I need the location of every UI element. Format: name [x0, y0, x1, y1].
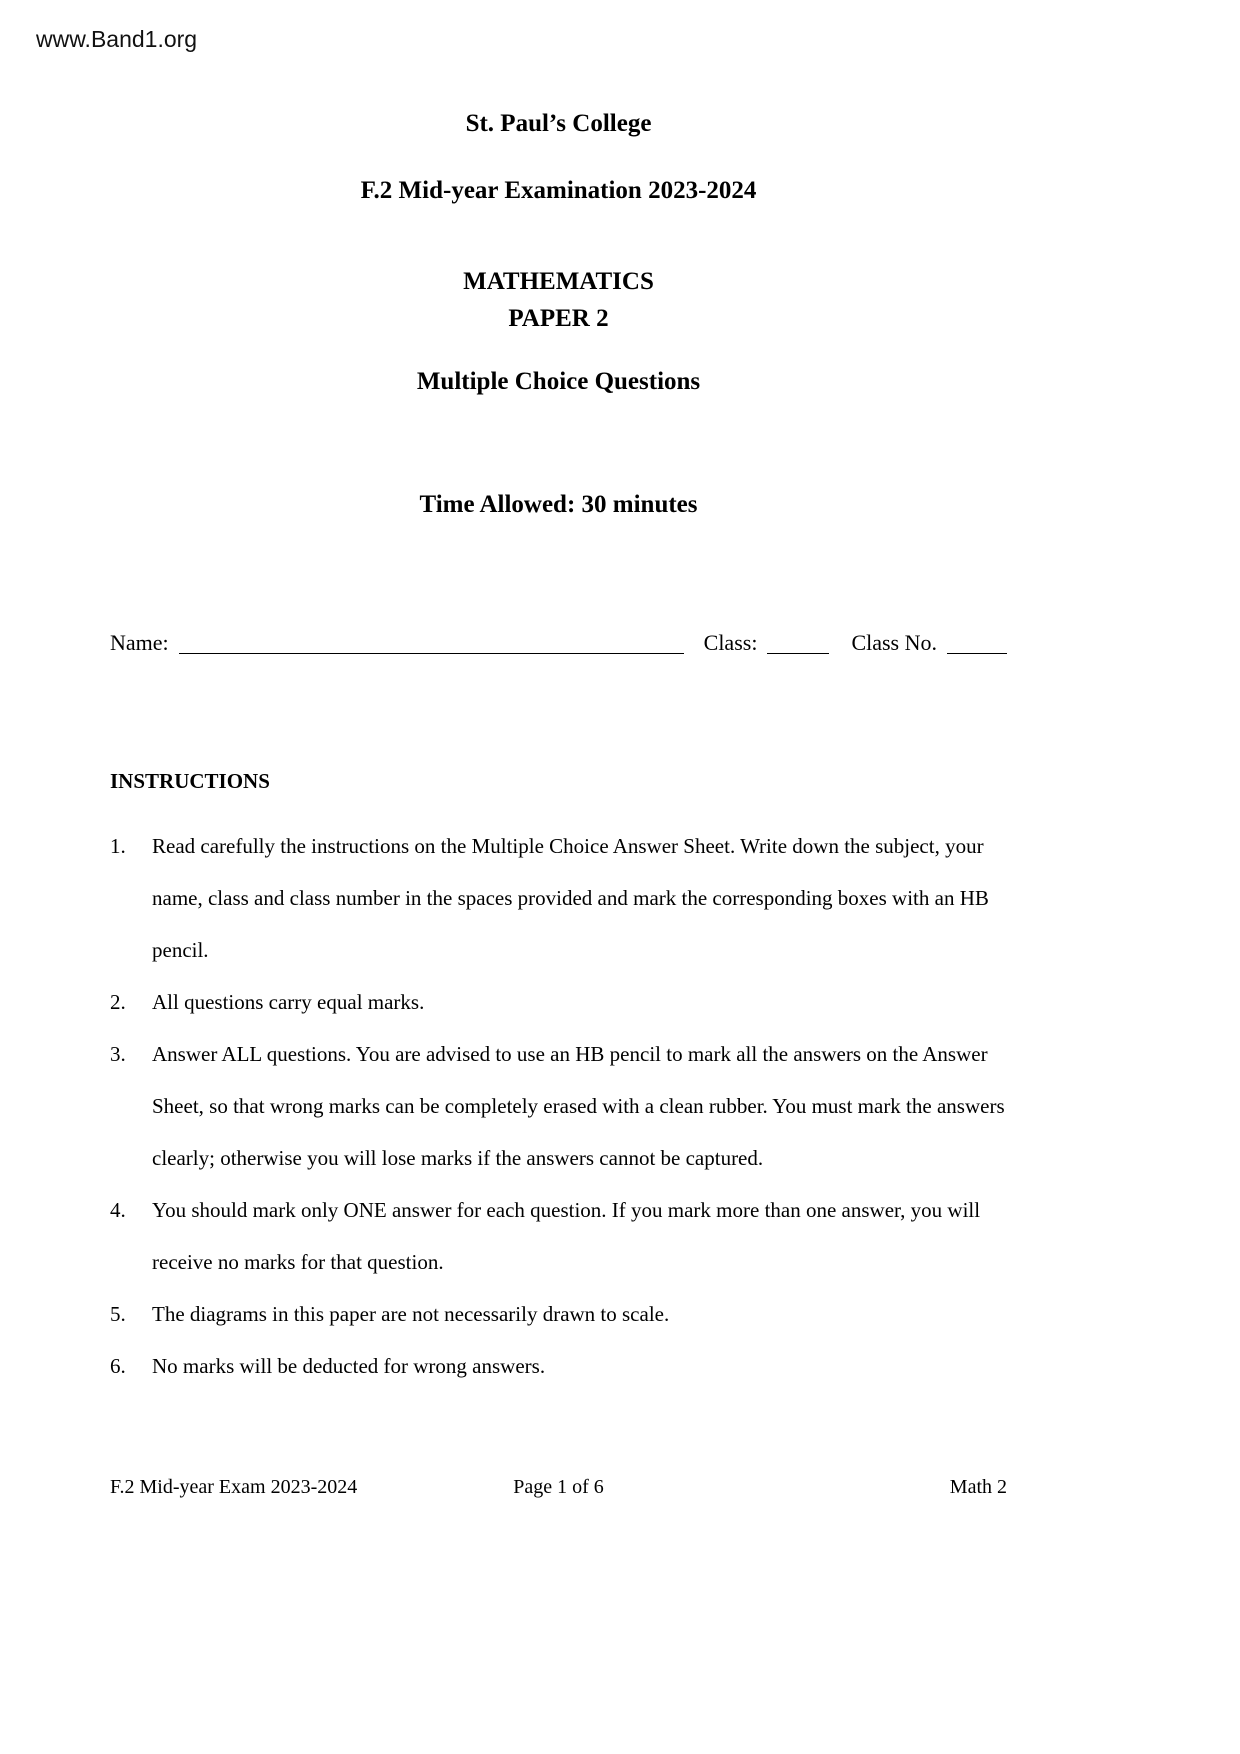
paper-type-title: Multiple Choice Questions: [416, 368, 701, 395]
class-label: Class:: [703, 630, 758, 655]
class-no-underline: [947, 653, 1007, 654]
paper-title: PAPER 2: [508, 305, 609, 332]
class-no-label: Class No.: [851, 630, 937, 655]
subject-title: MATHEMATICS: [463, 268, 654, 295]
instruction-number: 2.: [110, 990, 126, 1014]
instruction-item: [110, 1184, 1007, 1288]
instruction-item: [110, 1288, 1007, 1340]
instruction-item: [110, 820, 1007, 976]
instruction-text: You should mark only ONE answer for each question. If you mark more than one answer, you will receive no marks for that question.: [152, 1198, 981, 1274]
footer-exam-name: F.2 Mid-year Exam 2023-2024: [110, 1476, 358, 1498]
time-allowed: Time Allowed: 30 minutes: [419, 491, 698, 518]
instruction-text: No marks will be deducted for wrong answers.: [152, 1354, 546, 1378]
footer-page-number: Page 1 of 6: [513, 1476, 604, 1498]
instruction-number: 1.: [110, 834, 126, 858]
instruction-number: 6.: [110, 1354, 126, 1378]
watermark-text: www.Band1.org: [36, 26, 198, 52]
exam-title: F.2 Mid-year Examination 2023-2024: [360, 177, 757, 204]
class-underline: [767, 653, 829, 654]
instructions-section: [110, 768, 1007, 1392]
name-label: Name:: [110, 630, 169, 655]
footer-paper-code: Math 2: [949, 1476, 1007, 1498]
name-underline: [179, 653, 684, 654]
instruction-text: The diagrams in this paper are not necessarily drawn to scale.: [152, 1302, 670, 1326]
instructions-title: INSTRUCTIONS: [110, 769, 270, 793]
instruction-text: Read carefully the instructions on the Multiple Choice Answer Sheet. Write down the subject, your name, class and class number in the spaces provided and mark the corresponding boxes with an HB pencil.: [152, 834, 989, 962]
instruction-number: 5.: [110, 1302, 126, 1326]
school-name: St. Paul’s College: [465, 110, 652, 137]
page-footer: [110, 1476, 1007, 1502]
instruction-item: [110, 1028, 1007, 1184]
candidate-info-row: [110, 630, 1007, 656]
instruction-number: 4.: [110, 1198, 126, 1222]
instruction-item: [110, 1340, 1007, 1392]
instruction-number: 3.: [110, 1042, 126, 1066]
instruction-text: Answer ALL questions. You are advised to use an HB pencil to mark all the answers on the Answer Sheet, so that wrong marks can be completely erased with a clean rubber. You must mark the answers clearly; otherwise you will lose marks if the answers cannot be captured.: [152, 1042, 1005, 1170]
instruction-item: [110, 976, 1007, 1028]
instruction-text: All questions carry equal marks.: [152, 990, 425, 1014]
